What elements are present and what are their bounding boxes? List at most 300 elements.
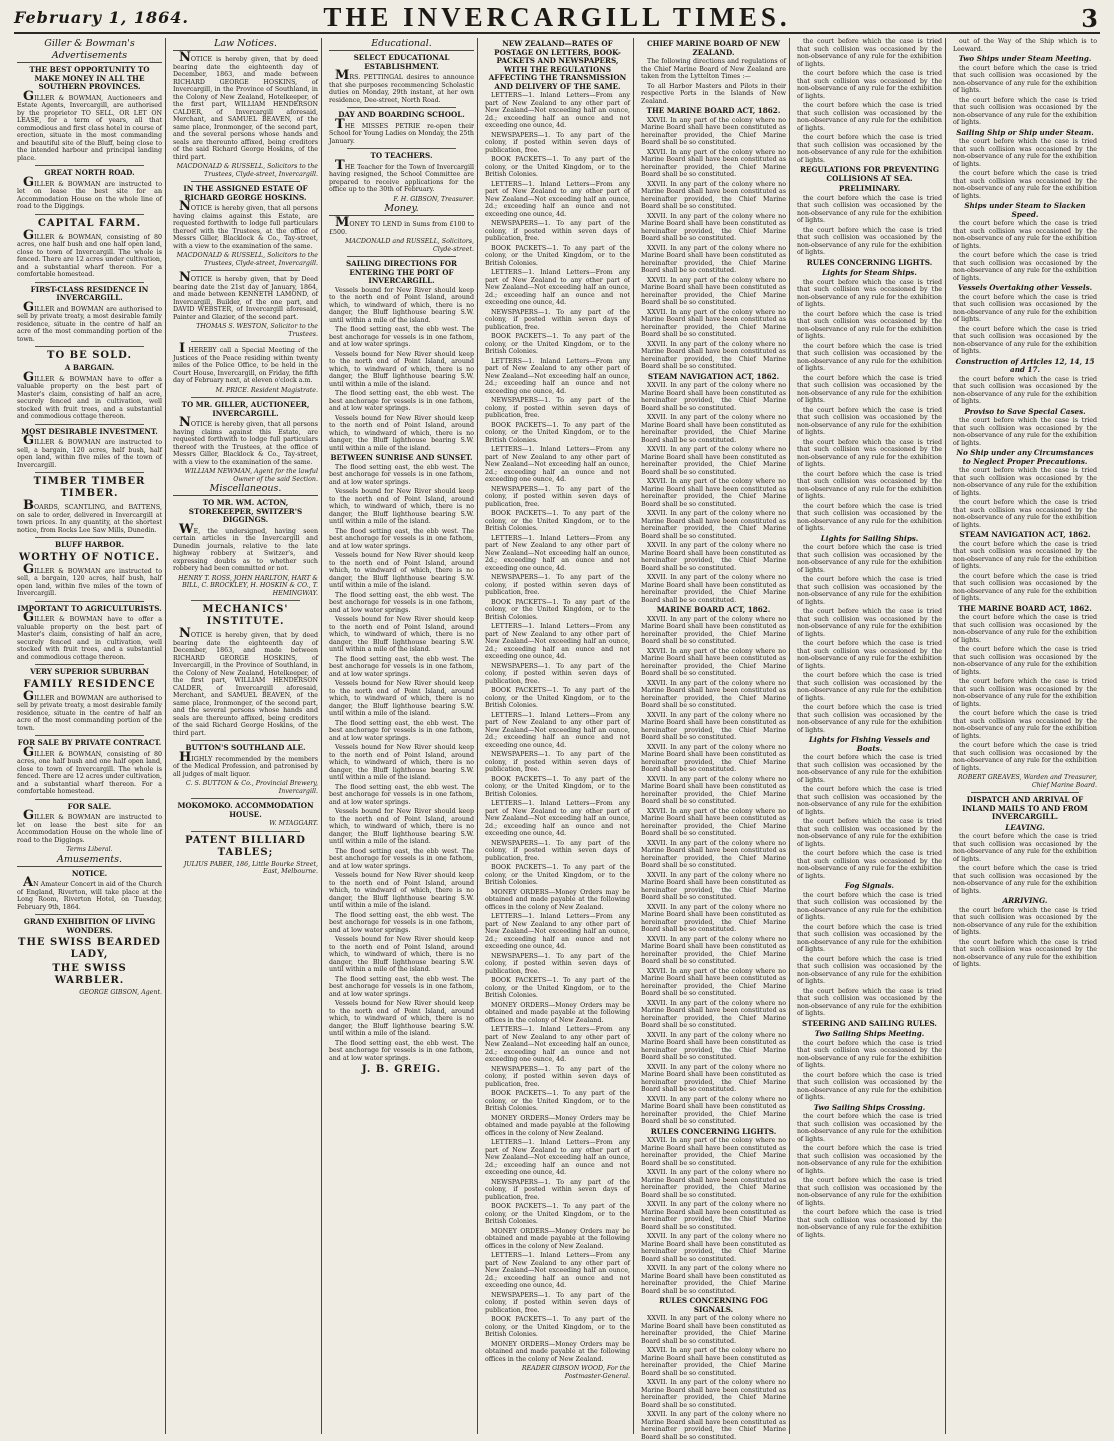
notice-text: MONEY ORDERS—Money Orders may be obtained and made payable at the following offices in the colony of New Zealand. bbox=[485, 1340, 630, 1363]
ad-heading: GRAND EXHIBITION OF LIVING WONDERS. bbox=[23, 917, 156, 935]
notice-text: Vessels bound for New River should keep to the north end of Point Island, around which, to windward of which, there is no danger, the Bluff lighthouse bearing S.W. until within a mile of the island. bbox=[329, 488, 474, 525]
notice-text: the court before which the case is tried that such collision was occasioned by the non-observance of any rule for the exhibition of lights. bbox=[953, 614, 1097, 644]
notice-text: MONEY ORDERS—Money Orders may be obtained and made payable at the following offices in the colony of New Zealand. bbox=[485, 1114, 630, 1137]
notice-heading: THE MARINE BOARD ACT, 1862. bbox=[646, 106, 781, 115]
divider bbox=[35, 214, 144, 215]
notice-text: MONEY TO LEND in Sums from £100 to £500. bbox=[329, 215, 474, 236]
notice-text: the court before which the case is tried that such collision was occasioned by the non-observance of any rule for the exhibition of lights. bbox=[953, 710, 1097, 740]
ad-heading: TO BE SOLD. bbox=[47, 350, 132, 361]
notice-text: Vessels bound for New River should keep to the north end of Point Island, around which, to windward of which, there is no danger, the Bluff lighthouse bearing S.W. until within a mile of the island. bbox=[329, 286, 474, 324]
ad-heading: FIRST-CLASS RESIDENCE IN INVERCARGILL. bbox=[30, 284, 149, 302]
notice-text: Vessels bound for New River should keep to the north end of Point Island, around which, to windward of which, there is no danger, the Bluff lighthouse bearing S.W. until within a mile of the island. bbox=[329, 680, 474, 717]
signature: JULIUS PABER, 186, Little Bourke Street, East, Melbourne. bbox=[183, 860, 318, 875]
signature: GEORGE GIBSON, Agent. bbox=[79, 989, 162, 996]
notice-text: the court before which the case is tried that such collision was occasioned by the non-observance of any rule for the exhibition of lights. bbox=[797, 891, 942, 921]
notice-text: BOOK PACKETS—1. To any part of the colony, or the United Kingdom, or to the British Colonies. bbox=[485, 421, 630, 444]
notice-text: the court before which the case is tried that such collision was occasioned by the non-observance of any rule for the exhibition of lights. bbox=[797, 502, 942, 532]
divider bbox=[35, 346, 144, 347]
notice-text: MONEY ORDERS—Money Orders may be obtained and made payable at the following offices in the colony of New Zealand. bbox=[485, 888, 630, 911]
notice-text: Vessels bound for New River should keep to the north end of Point Island, around which, to windward of which, there is no danger, the Bluff lighthouse bearing S.W. until within a mile of the island. bbox=[329, 936, 474, 973]
notice-text: the court before which the case is tried that such collision was occasioned by the non-observance of any rule for the exhibition of lights. bbox=[953, 170, 1097, 200]
notice-text: the court before which the case is tried that such collision was occasioned by the non-observance of any rule for the exhibition of lights. bbox=[953, 540, 1097, 570]
notice-text: XXVII. In any part of the colony where no Marine Board shall have been constituted as hereinafter provided, the Chief Marine Board shall be so constituted. bbox=[641, 1411, 786, 1441]
notice-heading: DISPATCH AND ARRIVAL OF INLAND MAILS TO AND FROM INVERCARGILL. bbox=[962, 795, 1088, 821]
columns bbox=[14, 38, 1100, 1441]
notice-text: XXVII. In any part of the colony where no Marine Board shall have been constituted as hereinafter provided, the Chief Marine Board shall be so constituted. bbox=[641, 903, 786, 933]
divider bbox=[35, 424, 144, 425]
notice-text: BOOK PACKETS—1. To any part of the colony, or the United Kingdom, or to the British Colonies. bbox=[485, 156, 630, 178]
notice-heading: NEW ZEALAND—RATES OF POSTAGE ON LETTERS, BOOK-PACKETS AND NEWSPAPERS, WITH THE REGULATIONS AFFECTING THE TRANSMISSION AND DELIVERY OF THE SAME. bbox=[488, 39, 627, 91]
notice-heading: MARINE BOARD ACT, 1862. bbox=[656, 605, 771, 614]
notice-text: the court before which the case is tried that such collision was occasioned by the non-observance of any rule for the exhibition of lights. bbox=[797, 226, 942, 256]
notice-text: The flood setting east, the ebb west. The best anchorage for vessels is in one fathom, and at low water springs. bbox=[329, 1039, 474, 1062]
notice-text: BOOK PACKETS—1. To any part of the colony, or the United Kingdom, or to the British Colonies. bbox=[485, 864, 630, 886]
notice-text: LETTERS—1. Inland Letters—From any part of New Zealand to any other part of New Zealand—Not exceeding half an ounce, 2d.; exceeding half an ounce and not exceeding one ounce, 4d. bbox=[485, 534, 630, 572]
notice-text: the court before which the case is tried that such collision was occasioned by the non-observance of any rule for the exhibition of lights. bbox=[797, 704, 942, 734]
notice-text: The flood setting east, the ebb west. The best anchorage for vessels is in one fathom, and at low water springs. bbox=[329, 847, 474, 870]
notice-text: the court before which the case is tried that such collision was occasioned by the non-observance of any rule for the exhibition of lights. bbox=[797, 1113, 942, 1143]
ad-heading: THE BEST OPPORTUNITY TO MAKE MONEY IN ALL THE SOUTHERN PROVINCES. bbox=[29, 65, 150, 91]
notice-text: The flood setting east, the ebb west. The best anchorage for vessels is in one fathom, and at low water springs. bbox=[329, 591, 474, 614]
divider bbox=[191, 600, 300, 601]
signature: J. B. GREIG. bbox=[361, 1064, 442, 1075]
notice-heading: Lights for Fishing Vessels and Boats. bbox=[808, 735, 930, 753]
column-7 bbox=[950, 38, 1100, 1434]
notice-text: BOOK PACKETS—1. To any part of the colony, or the United Kingdom, or to the British Colonies. bbox=[485, 244, 630, 267]
ad-heading: IMPORTANT TO AGRICULTURISTS. bbox=[17, 603, 162, 613]
notice-text: LETTERS—1. Inland Letters—From any part of New Zealand to any other part of New Zealand—Not exceeding half an ounce, 2d.; exceeding half an ounce and not exceeding one ounce, 4d. bbox=[485, 446, 630, 483]
section-heading: Amusements. bbox=[17, 854, 162, 867]
divider bbox=[347, 256, 456, 257]
divider bbox=[35, 165, 144, 166]
divider bbox=[35, 914, 144, 915]
notice-text: Vessels bound for New River should keep to the north end of Point Island, around which, to windward of which, there is no danger, the Bluff lighthouse bearing S.W. until within a mile of the island. bbox=[329, 808, 474, 845]
notice-text: NEWSPAPERS—1. To any part of the colony, if posted within seven days of publication, free. bbox=[485, 751, 630, 773]
notice-heading: Lights for Sailing Ships. bbox=[820, 533, 919, 543]
signature: M. PRICE. Resident Magistrate. bbox=[215, 386, 318, 394]
notice-text: XXVII. In any part of the colony where no Marine Board shall have been constituted as hereinafter provided, the Chief Marine Board shall be so constituted. bbox=[641, 871, 786, 901]
notice-text: XXVII. In any part of the colony where no Marine Board shall have been constituted as hereinafter provided, the Chief Marine Board shall be so constituted. bbox=[641, 180, 786, 210]
notice-text: BOOK PACKETS—1. To any part of the colony, or the United Kingdom, or to the British Colonies. bbox=[485, 1203, 630, 1225]
notice-text: the court before which the case is tried that such collision was occasioned by the non-observance of any rule for the exhibition of lights. bbox=[797, 786, 942, 816]
ad-heading: VERY SUPERIOR SUBURBAN bbox=[30, 667, 149, 676]
signature: THOMAS S. WESTON, Solicitor to the Trustees. bbox=[196, 323, 318, 338]
issue-date: February 1, 1864. bbox=[14, 8, 189, 27]
divider bbox=[347, 107, 456, 108]
notice-text: the court before which the case is tried that such collision was occasioned by the non-observance of any rule for the exhibition of lights. bbox=[797, 438, 942, 468]
notice-heading: REGULATIONS FOR PREVENTING COLLISIONS AT SEA. bbox=[799, 165, 940, 183]
notice-text: XXVII. In any part of the colony where no Marine Board shall have been constituted as hereinafter provided, the Chief Marine Board shall be so constituted. bbox=[641, 647, 786, 677]
divider bbox=[35, 735, 144, 736]
notice-text: MONEY ORDERS—Money Orders may be obtained and made payable at the following offices in the colony of New Zealand. bbox=[485, 1227, 630, 1250]
notice-text: XXVII. In any part of the colony where no Marine Board shall have been constituted as hereinafter provided, the Chief Marine Board shall be so constituted. bbox=[641, 244, 786, 274]
ad-text: GILLER & BOWMAN are instructed to let on lease the best site for an Accommodation House on the whole line of road to the Diggings. bbox=[17, 808, 162, 844]
notice-text: LETTERS—1. Inland Letters—From any part of New Zealand to any other part of New Zealand—Not exceeding half an ounce, 2d.; exceeding half an ounce and not exceeding one ounce, 4d. bbox=[485, 623, 630, 660]
ad-heading: BLUFF HARBOR. bbox=[55, 540, 124, 549]
notice-heading: SELECT EDUCATIONAL ESTABLISHMENT. bbox=[353, 53, 450, 71]
notice-text: XXVII. In any part of the colony where no Marine Board shall have been constituted as hereinafter provided, the Chief Marine Board shall be so constituted. bbox=[641, 148, 786, 178]
divider bbox=[35, 799, 144, 800]
notice-text: XXVII. In any part of the colony where no Marine Board shall have been constituted as hereinafter provided, the Chief Marine Board shall be so constituted. bbox=[641, 542, 786, 572]
ad-heading: FAMILY RESIDENCE bbox=[23, 678, 156, 690]
signature: MACDONALD & RUSSELL, Solicitors to the Trustees, Clyde-street, Invercargill. bbox=[176, 252, 318, 267]
notice-text: the court before which the case is tried that such collision was occasioned by the non-observance of any rule for the exhibition of lights. bbox=[797, 1209, 942, 1239]
notice-heading: Two Sailing Ships Crossing. bbox=[813, 1102, 926, 1112]
newspaper-title: THE INVERCARGILL TIMES. bbox=[323, 2, 791, 32]
notice-text: BOOK PACKETS—1. To any part of the colony, or the United Kingdom, or to the British Colonies. bbox=[485, 977, 630, 999]
notice-text: NEWSPAPERS—1. To any part of the colony, if posted within seven days of publication, free. bbox=[485, 662, 630, 685]
notice-heading: MECHANICS' INSTITUTE. bbox=[202, 604, 289, 627]
ad-text: GILLER & BOWMAN are instructed to sell, a bargain, 120 acres, half bush, half open land, within five miles of the town of Invercargill. bbox=[17, 561, 162, 597]
notice-text: the court before which the case is tried that such collision was occasioned by the non-observance of any rule for the exhibition of lights. bbox=[953, 833, 1097, 863]
notice-text: the court before which the case is tried that such collision was occasioned by the non-observance of any rule for the exhibition of lights. bbox=[797, 672, 942, 702]
notice-text: the court before which the case is tried that such collision was occasioned by the non-observance of any rule for the exhibition of lights. bbox=[953, 742, 1097, 772]
notice-text: LETTERS—1. Inland Letters—From any part of New Zealand to any other part of New Zealand—Not exceeding half an ounce, 2d.; exceeding half an ounce and not exceeding one ounce, 4d. bbox=[485, 269, 630, 306]
signature: W. MTAGGART. bbox=[269, 820, 318, 827]
notice-heading: Vessels Overtaking other Vessels. bbox=[957, 283, 1093, 292]
notice-text: the court before which the case is tried that such collision was occasioned by the non-observance of any rule for the exhibition of lights. bbox=[797, 102, 942, 132]
notice-text: the court before which the case is tried that such collision was occasioned by the non-observance of any rule for the exhibition of lights. bbox=[797, 640, 942, 670]
notice-heading: RULES CONCERNING LIGHTS. bbox=[806, 257, 933, 267]
notice-text: BOOK PACKETS—1. To any part of the colony, or the United Kingdom, or to the British Colonies. bbox=[485, 1090, 630, 1112]
notice-text: NOTICE is hereby given, that by deed bearing date the eighteenth day of December, 1863, and made between RICHARD GEORGE HOSKINS, of Invercargill, in the Province of Southland, in the Colony of New Zealand, Hotelkeeper, of the first part, WILLIAM HENDERSON CALDER, of Invercargill aforesaid, Merchant, and SAMUEL BEAVEN, of the same place, Ironmonger, of the second part, and the several persons whose hands and seals are thereunto affixed, being creditors of the said Richard George Hoskins, of the third part. bbox=[173, 626, 318, 737]
notice-text: Vessels bound for New River should keep to the north end of Point Island, around which, to windward of which, there is no danger, the Bluff lighthouse bearing S.W. until within a mile of the island. bbox=[329, 1000, 474, 1037]
notice-text: the court before which the case is tried that such collision was occasioned by the non-observance of any rule for the exhibition of lights. bbox=[953, 865, 1097, 895]
notice-text: XXVII. In any part of the colony where no Marine Board shall have been constituted as hereinafter provided, the Chief Marine Board shall be so constituted. bbox=[641, 775, 786, 805]
notice-text: Vessels bound for New River should keep to the north end of Point Island, around which, to windward of which, there is no danger, the Bluff lighthouse bearing S.W. until within a mile of the island. bbox=[329, 552, 474, 589]
ad-text: GILLER & BOWMAN are instructed to let on lease the best site for an Accommodation House on the whole line of road to the Diggings. bbox=[17, 174, 162, 210]
section-heading: Money. bbox=[329, 203, 474, 216]
notice-heading: Two Sailing Ships Meeting. bbox=[814, 1029, 925, 1038]
signature: C. S. BUTTON & Co., Provincial Brewery, Invercargill. bbox=[185, 780, 318, 795]
notice-text: the court before which the case is tried that such collision was occasioned by the non-observance of any rule for the exhibition of lights. bbox=[797, 818, 942, 848]
notice-text: the court before which the case is tried that such collision was occasioned by the non-observance of any rule for the exhibition of lights. bbox=[797, 576, 942, 606]
divider bbox=[191, 270, 300, 271]
notice-text: LETTERS—1. Inland Letters—From any part of New Zealand to any other part of New Zealand—Not exceeding half an ounce, 2d.; exceeding half an ounce and not exceeding one ounce, 4d. bbox=[485, 1139, 630, 1176]
ad-heading: NOTICE. bbox=[71, 868, 108, 878]
notice-heading: Ships under Steam to Slacken Speed. bbox=[964, 201, 1086, 219]
notice-text: the court before which the case is tried that such collision was occasioned by the non-observance of any rule for the exhibition of lights. bbox=[953, 252, 1097, 282]
notice-text: XXVII. In any part of the colony where no Marine Board shall have been constituted as hereinafter provided, the Chief Marine Board shall be so constituted. bbox=[641, 967, 786, 997]
notice-heading: Two Ships under Steam Meeting. bbox=[958, 54, 1092, 63]
notice-text: The following directions and regulations of the Chief Marine Board of New Zealand are taken from the Lyttelton Times :— bbox=[641, 58, 786, 80]
notice-text: XXVII. In any part of the colony where no Marine Board shall have been constituted as hereinafter provided, the Chief Marine Board shall be so constituted. bbox=[641, 743, 786, 773]
notice-text: LETTERS—1. Inland Letters—From any part of New Zealand to any other part of New Zealand—Not exceeding half an ounce, 2d.; exceeding half an ounce and not exceeding one ounce, 4d. bbox=[485, 800, 630, 837]
section-heading: Miscellaneous. bbox=[173, 483, 318, 496]
notice-text: the court before which the case is tried that such collision was occasioned by the non-observance of any rule for the exhibition of lights. bbox=[953, 293, 1097, 323]
notice-text: the court before which the case is tried that such collision was occasioned by the non-observance of any rule for the exhibition of lights. bbox=[797, 134, 942, 164]
notice-text: MONEY ORDERS—Money Orders may be obtained and made payable at the following offices in the colony of New Zealand. bbox=[485, 1001, 630, 1024]
notice-text: To all Harbor Masters and Pilots in their respective Ports in the Islands of New Zealand. bbox=[641, 82, 786, 105]
notice-text: The flood setting east, the ebb west. The best anchorage for vessels is in one fathom, and at low water springs. bbox=[329, 527, 474, 550]
column-1 bbox=[14, 38, 166, 1434]
notice-text: the court before which the case is tried that such collision was occasioned by the non-observance of any rule for the exhibition of lights. bbox=[953, 417, 1097, 447]
notice-text: NEWSPAPERS—1. To any part of the colony, if posted within seven days of publication, free. bbox=[485, 1178, 630, 1201]
notice-text: I HEREBY call a Special Meeting of the Justices of the Peace residing within twenty miles of the Police Office, to be held in the Court House, Invercargill, on Friday, the fifth day of February next, at eleven o'clock a.m. bbox=[173, 341, 318, 384]
ad-heading: GREAT NORTH ROAD. bbox=[44, 168, 135, 177]
column-3 bbox=[326, 38, 478, 1434]
notice-text: XXVII. In any part of the colony where no Marine Board shall have been constituted as hereinafter provided, the Chief Marine Board shall be so constituted. bbox=[641, 839, 786, 869]
notice-text: BOOK PACKETS—1. To any part of the colony, or the United Kingdom, or to the British Colonies. bbox=[485, 598, 630, 621]
notice-text: BOOK PACKETS—1. To any part of the colony, or the United Kingdom, or to the British Colonies. bbox=[485, 1316, 630, 1338]
notice-text: NEWSPAPERS—1. To any part of the colony, if posted within seven days of publication, free. bbox=[485, 485, 630, 508]
notice-heading: PATENT BILLIARD TABLES; bbox=[185, 834, 306, 858]
section-heading: Giller & Bowman's Advertisements bbox=[17, 38, 162, 63]
notice-text: NEWSPAPERS—1. To any part of the colony, if posted within seven days of publication, free. bbox=[485, 1065, 630, 1088]
notice-text: the court before which the case is tried that such collision was occasioned by the non-observance of any rule for the exhibition of lights. bbox=[797, 923, 942, 953]
notice-text: The flood setting east, the ebb west. The best anchorage for vessels is in one fathom, and at low water springs. bbox=[329, 911, 474, 934]
notice-text: XXVII. In any part of the colony where no Marine Board shall have been constituted as hereinafter provided, the Chief Marine Board shall be so constituted. bbox=[641, 1031, 786, 1061]
notice-text: NEWSPAPERS—1. To any part of the colony, if posted within seven days of publication, free. bbox=[485, 574, 630, 596]
column-5 bbox=[638, 38, 790, 1441]
notice-text: Vessels bound for New River should keep to the north end of Point Island, around which, to windward of which, there is no danger, the Bluff lighthouse bearing S.W. until within a mile of the island. bbox=[329, 350, 474, 388]
notice-heading: PRELIMINARY. bbox=[838, 184, 901, 193]
ad-heading: FOR SALE BY PRIVATE CONTRACT. bbox=[17, 738, 162, 747]
notice-heading: TO TEACHERS. bbox=[370, 151, 433, 160]
notice-text: Vessels bound for New River should keep to the north end of Point Island, around which, to windward of which, there is no danger, the Bluff lighthouse bearing S.W. until within a mile of the island. bbox=[329, 414, 474, 452]
ad-text: GILLER and BOWMAN are authorised to sell by private treaty, a most desirable family residence, situate in the centre of half an acre of the most commanding portion of the town. bbox=[17, 688, 162, 732]
notice-text: NEWSPAPERS—1. To any part of the colony, if posted within seven days of publication, free. bbox=[485, 1291, 630, 1314]
notice-text: the court before which the case is tried that such collision was occasioned by the non-observance of any rule for the exhibition of lights. bbox=[797, 850, 942, 880]
notice-heading: THE MARINE BOARD ACT, 1862. bbox=[958, 603, 1092, 613]
notice-text: BOOK PACKETS—1. To any part of the colony, or the United Kingdom, or to the British Colonies. bbox=[485, 333, 630, 355]
notice-text: MRS. PETTINGAL desires to announce that she purposes recommencing Scholastic duties on Monday, 29th instant, at her own residence, Dee-street, North Road. bbox=[329, 68, 474, 104]
ad-heading: THE SWISS BEARDED LADY, bbox=[18, 937, 161, 960]
notice-text: the court before which the case is tried that such collision was occasioned by the non-observance of any rule for the exhibition of lights. bbox=[797, 342, 942, 372]
notice-text: WE, the undersigned, having seen certain articles in the Invercargill and Dunedin journals, relative to the late highway robbery at Switzer's, and expressing doubts as to whether such robbery had been committed or not. bbox=[173, 521, 318, 572]
notice-text: XXVII. In any part of the colony where no Marine Board shall have been constituted as hereinafter provided, the Chief Marine Board shall be so constituted. bbox=[641, 340, 786, 370]
notice-text: XXVII. In any part of the colony where no Marine Board shall have been constituted as hereinafter provided, the Chief Marine Board shall be so constituted. bbox=[641, 1169, 786, 1199]
ad-text: GILLER & BOWMAN are instructed to sell, a bargain, 120 acres, half bush, half open land, within five miles of the town of Invercargill. bbox=[17, 433, 162, 469]
notice-text: NEWSPAPERS—1. To any part of the colony, if posted within seven days of publication, free. bbox=[485, 308, 630, 331]
notice-heading: ARRIVING. bbox=[1002, 896, 1048, 905]
notice-text: XXVII. In any part of the colony where no Marine Board shall have been constituted as hereinafter provided, the Chief Marine Board shall be so constituted. bbox=[641, 308, 786, 338]
notice-heading: STEAM NAVIGATION ACT, 1862. bbox=[959, 530, 1091, 539]
notice-heading: TO MR. GILLER, AUCTIONEER, INVERCARGILL. bbox=[181, 400, 310, 418]
notice-text: XXVII. In any part of the colony where no Marine Board shall have been constituted as hereinafter provided, the Chief Marine Board shall be so constituted. bbox=[641, 1265, 786, 1295]
divider bbox=[35, 282, 144, 283]
notice-heading: BETWEEN SUNRISE AND SUNSET. bbox=[330, 453, 473, 462]
notice-text: XXVII. In any part of the colony where no Marine Board shall have been constituted as hereinafter provided, the Chief Marine Board shall be so constituted. bbox=[641, 999, 786, 1029]
page-number: 3 bbox=[1081, 4, 1098, 33]
notice-text: The flood setting east, the ebb west. The best anchorage for vessels is in one fathom, and at low water springs. bbox=[329, 390, 474, 412]
notice-text: the court before which the case is tried that such collision was occasioned by the non-observance of any rule for the exhibition of lights. bbox=[953, 375, 1097, 405]
notice-text: the court before which the case is tried that such collision was occasioned by the non-observance of any rule for the exhibition of lights. bbox=[953, 499, 1097, 529]
notice-text: XXVII. In any part of the colony where no Marine Board shall have been constituted as hereinafter provided, the Chief Marine Board shall be so constituted. bbox=[641, 1315, 786, 1345]
masthead bbox=[14, 2, 1100, 34]
notice-text: The flood setting east, the ebb west. The best anchorage for vessels is in one fathom, and at low water springs. bbox=[329, 719, 474, 742]
ad-text: AN Amateur Concert in aid of the Church of England, Riverton, will take place at the Long Room, Riverton Hotel, on Tuesday, February 9th, 1864. bbox=[17, 875, 162, 911]
notice-text: the court before which the case is tried that such collision was occasioned by the non-observance of any rule for the exhibition of lights. bbox=[797, 70, 942, 100]
column-4 bbox=[482, 38, 634, 1434]
notice-text: the court before which the case is tried that such collision was occasioned by the non-observance of any rule for the exhibition of lights. bbox=[797, 194, 942, 224]
notice-text: the court before which the case is tried that such collision was occasioned by the non-observance of any rule for the exhibition of lights. bbox=[953, 96, 1097, 126]
notice-text: Vessels bound for New River should keep to the north end of Point Island, around which, to windward of which, there is no danger, the Bluff lighthouse bearing S.W. until within a mile of the island. bbox=[329, 616, 474, 653]
notice-text: XXVII. In any part of the colony where no Marine Board shall have been constituted as hereinafter provided, the Chief Marine Board shall be so constituted. bbox=[641, 1379, 786, 1409]
notice-text: the court before which the case is tried that such collision was occasioned by the non-observance of any rule for the exhibition of lights. bbox=[797, 754, 942, 784]
notice-heading: Fog Signals. bbox=[844, 881, 895, 890]
notice-heading: RULES CONCERNING LIGHTS. bbox=[650, 1126, 777, 1136]
ad-heading: CAPITAL FARM. bbox=[37, 217, 142, 229]
notice-heading: No Ship under any Circumstances to Neglect Proper Precautions. bbox=[956, 448, 1094, 466]
signature: MACDONALD and RUSSELL, Solicitors, Clyde-street. bbox=[345, 238, 474, 253]
notice-text: the court before which the case is tried that such collision was occasioned by the non-observance of any rule for the exhibition of lights. bbox=[797, 278, 942, 308]
notice-text: NEWSPAPERS—1. To any part of the colony, if posted within seven days of publication, free. bbox=[485, 952, 630, 975]
notice-text: XXVII. In any part of the colony where no Marine Board shall have been constituted as hereinafter provided, the Chief Marine Board shall be so constituted. bbox=[641, 679, 786, 709]
notice-text: XXVII. In any part of the colony where no Marine Board shall have been constituted as hereinafter provided, the Chief Marine Board shall be so constituted. bbox=[641, 1137, 786, 1167]
notice-text: BOOK PACKETS—1. To any part of the colony, or the United Kingdom, or to the British Colonies. bbox=[485, 687, 630, 709]
divider bbox=[971, 792, 1079, 793]
notice-text: the court before which the case is tried that such collision was occasioned by the non-observance of any rule for the exhibition of lights. bbox=[797, 406, 942, 436]
notice-text: the court before which the case is tried that such collision was occasioned by the non-observance of any rule for the exhibition of lights. bbox=[797, 955, 942, 985]
notice-text: XXVII. In any part of the colony where no Marine Board shall have been constituted as hereinafter provided, the Chief Marine Board shall be so constituted. bbox=[641, 116, 786, 146]
notice-heading: STEERING AND SAILING RULES. bbox=[802, 1018, 937, 1028]
divider bbox=[191, 831, 300, 832]
notice-text: XXVII. In any part of the colony where no Marine Board shall have been constituted as hereinafter provided, the Chief Marine Board shall be so constituted. bbox=[641, 1347, 786, 1377]
notice-heading: BUTTON'S SOUTHLAND ALE. bbox=[185, 743, 306, 752]
notice-text: THE MISSES PETRIE re-open their School for Young Ladies on Monday, the 25th January. bbox=[329, 116, 474, 145]
notice-text: the court before which the case is tried that such collision was occasioned by the non-observance of any rule for the exhibition of lights. bbox=[953, 646, 1097, 676]
notice-heading: Construction of Articles 12, 14, 15 and 17. bbox=[955, 356, 1095, 374]
notice-text: the court before which the case is tried that such collision was occasioned by the non-observance of any rule for the exhibition of lights. bbox=[953, 572, 1097, 602]
notice-text: NOTICE is hereby given, that all persons having claims against this Estate, are requested forthwith to lodge full particulars thereof with the Trustees, at the office of Messrs Giller, Blacklock & Co., Tay-street, with a view to the examination of the same. bbox=[173, 415, 318, 466]
notice-text: LETTERS—1. Inland Letters—From any part of New Zealand to any other part of New Zealand—Not exceeding half an ounce, 2d.; exceeding half an ounce and not exceeding one ounce, 4d. bbox=[485, 913, 630, 950]
notice-heading: Lights for Steam Ships. bbox=[822, 268, 917, 277]
divider bbox=[35, 472, 144, 473]
notice-text: LETTERS—1. Inland Letters—From any part of New Zealand to any other part of New Zealand—Not exceeding half an ounce, 2d.; exceeding half an ounce and not exceeding one ounce, 4d. bbox=[485, 711, 630, 749]
signature: F. H. GIBSON, Treasurer. bbox=[393, 195, 474, 203]
notice-text: The flood setting east, the ebb west. The best anchorage for vessels is in one fathom, and at low water springs. bbox=[329, 463, 474, 486]
notice-text: the court before which the case is tried that such collision was occasioned by the non-observance of any rule for the exhibition of lights. bbox=[797, 310, 942, 340]
notice-text: the court before which the case is tried that such collision was occasioned by the non-observance of any rule for the exhibition of lights. bbox=[953, 938, 1097, 968]
notice-text: Vessels bound for New River should keep to the north end of Point Island, around which, to windward of which, there is no danger, the Bluff lighthouse bearing S.W. until within a mile of the island. bbox=[329, 872, 474, 909]
notice-heading: TO MR. WM. ACTON, STOREKEEPER, SWITZER'S DIGGINGS. bbox=[188, 498, 303, 524]
ad-text: GILLER & BOWMAN, Auctioneers and Estate Agents, Invercargill, are authorised by the proprietor TO SELL, OR LET ON LEASE, for a term of years, all that commodious and first class hotel in course of erection, situate in the most commanding and beautiful site of the Bluff, being close to the intended harbour and principal landing place. bbox=[17, 88, 162, 162]
notice-text: LETTERS—1. Inland Letters—From any part of New Zealand to any other part of New Zealand—Not exceeding half an ounce, 2d.; exceeding half an ounce and not exceeding one ounce, 4d. bbox=[485, 92, 630, 129]
notice-text: XXVII. In any part of the colony where no Marine Board shall have been constituted as hereinafter provided, the Chief Marine Board shall be so constituted. bbox=[641, 414, 786, 444]
notice-text: NOTICE is hereby given, that by deed bearing date the eighteenth day of December, 1863, and made between RICHARD GEORGE HOSKINS, of Invercargill, in the Province of Southland, in the Colony of New Zealand, Hotelkeeper, of the first part, WILLIAM HENDERSON CALDER, of Invercargill aforesaid, Merchant, and SAMUEL BEAVEN, of the same place, Ironmonger, of the second part, and the several persons whose hands and seals are thereunto affixed, being creditors of the said Richard George Hoskins, of the third part. bbox=[173, 50, 318, 161]
notice-text: XXVII. In any part of the colony where no Marine Board shall have been constituted as hereinafter provided, the Chief Marine Board shall be so constituted. bbox=[641, 807, 786, 837]
notice-text: NOTICE is hereby given, that by Deed bearing date the 21st day of January, 1864, and made between KENNETH LAMOND, of Invercargill, Builder, of the one part, and DAVID WEBSTER, of Invercargill aforesaid, Painter and Glazier, of the second part. bbox=[173, 270, 318, 321]
notice-text: BOOK PACKETS—1. To any part of the colony, or the United Kingdom, or to the British Colonies. bbox=[485, 510, 630, 532]
notice-heading: LEAVING. bbox=[1005, 822, 1045, 832]
notice-text: the court before which the case is tried that such collision was occasioned by the non-observance of any rule for the exhibition of lights. bbox=[797, 1071, 942, 1101]
notice-text: LETTERS—1. Inland Letters—From any part of New Zealand to any other part of New Zealand—Not exceeding half an ounce, 2d.; exceeding half an ounce and not exceeding one ounce, 4d. bbox=[485, 357, 630, 395]
ad-heading: WORTHY OF NOTICE. bbox=[19, 551, 160, 563]
column-6 bbox=[794, 38, 946, 1434]
notice-heading: CHIEF MARINE BOARD OF NEW ZEALAND. bbox=[646, 39, 781, 57]
notice-text: XXVII. In any part of the colony where no Marine Board shall have been constituted as hereinafter provided, the Chief Marine Board shall be so constituted. bbox=[641, 382, 786, 412]
ad-heading: TIMBER TIMBER TIMBER. bbox=[33, 476, 146, 499]
notice-text: XXVII. In any part of the colony where no Marine Board shall have been constituted as hereinafter provided, the Chief Marine Board shall be so constituted. bbox=[641, 1063, 786, 1093]
ad-text: GILLER & BOWMAN, consisting of 80 acres, one half bush and one half open land, close to town of Invercargill. The whole is fenced. There are 12 acres under cultivation, and a substantial wharf thereon. For a comfortable homestead. bbox=[17, 744, 162, 795]
notice-text: XXVII. In any part of the colony where no Marine Board shall have been constituted as hereinafter provided, the Chief Marine Board shall be so constituted. bbox=[641, 510, 786, 540]
notice-text: The flood setting east, the ebb west. The best anchorage for vessels is in one fathom, and at low water springs. bbox=[329, 783, 474, 806]
notice-text: XXVII. In any part of the colony where no Marine Board shall have been constituted as hereinafter provided, the Chief Marine Board shall be so constituted. bbox=[641, 615, 786, 645]
notice-text: the court before which the case is tried that such collision was occasioned by the non-observance of any rule for the exhibition of lights. bbox=[953, 138, 1097, 168]
divider bbox=[191, 798, 300, 799]
notice-text: XXVII. In any part of the colony where no Marine Board shall have been constituted as hereinafter provided, the Chief Marine Board shall be so constituted. bbox=[641, 1233, 786, 1263]
notice-text: the court before which the case is tried that such collision was occasioned by the non-observance of any rule for the exhibition of lights. bbox=[797, 1039, 942, 1069]
notice-text: Vessels bound for New River should keep to the north end of Point Island, around which, to windward of which, there is no danger, the Bluff lighthouse bearing S.W. until within a mile of the island. bbox=[329, 744, 474, 781]
notice-text: XXVII. In any part of the colony where no Marine Board shall have been constituted as hereinafter provided, the Chief Marine Board shall be so constituted. bbox=[641, 276, 786, 306]
ad-heading: MOST DESIRABLE INVESTMENT. bbox=[21, 426, 158, 436]
signature: READER GIBSON WOOD, For the Postmaster-General. bbox=[521, 1365, 630, 1380]
signature: ROBERT GREAVES, Warden and Treasurer, Chief Marine Board. bbox=[957, 774, 1097, 789]
ad-heading: A BARGAIN. bbox=[64, 363, 115, 372]
notice-text: the court before which the case is tried that such collision was occasioned by the non-observance of any rule for the exhibition of lights. bbox=[797, 1177, 942, 1207]
divider bbox=[191, 181, 300, 182]
notice-text: The flood setting east, the ebb west. The best anchorage for vessels is in one fathom, and at low water springs. bbox=[329, 326, 474, 348]
notice-text: XXVII. In any part of the colony where no Marine Board shall have been constituted as hereinafter provided, the Chief Marine Board shall be so constituted. bbox=[641, 446, 786, 476]
section-heading: Educational. bbox=[329, 38, 474, 51]
ad-heading: THE SWISS WARBLER. bbox=[52, 963, 127, 986]
notice-text: the court before which the case is tried that such collision was occasioned by the non-observance of any rule for the exhibition of lights. bbox=[953, 64, 1097, 94]
column-2 bbox=[170, 38, 322, 1434]
notice-heading: DAY AND BOARDING SCHOOL. bbox=[338, 110, 465, 119]
notice-text: out of the Way of the Ship which is to Leeward. bbox=[953, 38, 1097, 53]
section-heading: Law Notices. bbox=[173, 38, 318, 51]
notice-text: XXVII. In any part of the colony where no Marine Board shall have been constituted as hereinafter provided, the Chief Marine Board shall be so constituted. bbox=[641, 1201, 786, 1231]
notice-text: the court before which the case is tried that such collision was occasioned by the non-observance of any rule for the exhibition of lights. bbox=[953, 467, 1097, 497]
notice-text: the court before which the case is tried that such collision was occasioned by the non-observance of any rule for the exhibition of lights. bbox=[797, 374, 942, 404]
notice-text: the court before which the case is tried that such collision was occasioned by the non-observance of any rule for the exhibition of lights. bbox=[797, 987, 942, 1017]
notice-text: The flood setting east, the ebb west. The best anchorage for vessels is in one fathom, and at low water springs. bbox=[329, 655, 474, 678]
divider bbox=[35, 601, 144, 602]
notice-text: NEWSPAPERS—1. To any part of the colony, if posted within seven days of publication, free. bbox=[485, 131, 630, 154]
ad-heading: FOR SALE. bbox=[67, 801, 112, 811]
notice-text: XXVII. In any part of the colony where no Marine Board shall have been constituted as hereinafter provided, the Chief Marine Board shall be so constituted. bbox=[641, 212, 786, 242]
notice-text: XXVII. In any part of the colony where no Marine Board shall have been constituted as hereinafter provided, the Chief Marine Board shall be so constituted. bbox=[641, 935, 786, 965]
notice-text: LETTERS—1. Inland Letters—From any part of New Zealand to any other part of New Zealand—Not exceeding half an ounce, 2d.; exceeding half an ounce and not exceeding one ounce, 4d. bbox=[485, 1252, 630, 1289]
terms-note: Terms Liberal. bbox=[66, 846, 113, 853]
notice-text: the court before which the case is tried that such collision was occasioned by the non-observance of any rule for the exhibition of lights. bbox=[953, 906, 1097, 936]
signature: HENRY T. ROSS, JOHN HARLTON, HART & BILL, C. BROCKLEY, H. HOSKIN & CO., T. HEMINGWAY. bbox=[178, 574, 318, 597]
notice-text: LETTERS—1. Inland Letters—From any part of New Zealand to any other part of New Zealand—Not exceeding half an ounce, 2d.; exceeding half an ounce and not exceeding one ounce, 4d. bbox=[485, 1026, 630, 1063]
notice-text: HIGHLY recommended by the members of the Medical Profession, and patronised by all judges of malt liquor. bbox=[173, 749, 318, 778]
notice-text: the court before which the case is tried that such collision was occasioned by the non-observance of any rule for the exhibition of lights. bbox=[953, 220, 1097, 250]
notice-text: NEWSPAPERS—1. To any part of the colony, if posted within seven days of publication, free. bbox=[485, 220, 630, 242]
notice-text: the court before which the case is tried that such collision was occasioned by the non-observance of any rule for the exhibition of lights. bbox=[797, 470, 942, 500]
divider bbox=[35, 537, 144, 538]
notice-heading: MOKOMOKO. ACCOMMODATION HOUSE. bbox=[177, 801, 314, 819]
notice-heading: Sailing Ship or Ship under Steam. bbox=[956, 127, 1094, 137]
notice-text: XXVII. In any part of the colony where no Marine Board shall have been constituted as hereinafter provided, the Chief Marine Board shall be so constituted. bbox=[641, 711, 786, 741]
notice-text: the court before which the case is tried that such collision was occasioned by the non-observance of any rule for the exhibition of lights. bbox=[797, 1145, 942, 1175]
notice-text: NOTICE is hereby given, that all persons having claims against this Estate, are requested forthwith to lodge full particulars thereof with the Trustees, at the office of Messrs Giller, Blacklock & Co., Tay-street, with a view to the examination of the same. bbox=[173, 199, 318, 250]
notice-heading: Proviso to Save Special Cases. bbox=[964, 406, 1086, 416]
notice-text: XXVII. In any part of the colony where no Marine Board shall have been constituted as hereinafter provided, the Chief Marine Board shall be so constituted. bbox=[641, 1095, 786, 1125]
notice-text: NEWSPAPERS—1. To any part of the colony, if posted within seven days of publication, free. bbox=[485, 839, 630, 862]
notice-heading: STEAM NAVIGATION ACT, 1862. bbox=[647, 371, 780, 381]
ad-text: BOARDS, SCANTLING, and BATTENS, on sale to order, delivered in Invercargill at town prices. In any quantity, at the shortest notice, from Rocks Lee Saw Mills, Dunedin. bbox=[17, 498, 162, 534]
notice-text: The flood setting east, the ebb west. The best anchorage for vessels is in one fathom, and at low water springs. bbox=[329, 975, 474, 998]
notice-text: XXVII. In any part of the colony where no Marine Board shall have been constituted as hereinafter provided, the Chief Marine Board shall be so constituted. bbox=[641, 478, 786, 508]
notice-text: BOOK PACKETS—1. To any part of the colony, or the United Kingdom, or to the British Colonies. bbox=[485, 775, 630, 798]
notice-heading: SAILING DIRECTIONS FOR ENTERING THE PORT OF INVERCARGILL. bbox=[345, 259, 458, 285]
ad-text: GILLER & BOWMAN have to offer a valuable property on the best part of Master's claim, consisting of half an acre, securely fenced and in cultivation, well stocked with fruit trees, and a substantial and commodious cottage thereon. bbox=[17, 369, 162, 420]
notice-text: the court before which the case is tried that such collision was occasioned by the non-observance of any rule for the exhibition of lights. bbox=[797, 38, 942, 68]
notice-heading: RULES CONCERNING FOG SIGNALS. bbox=[659, 1296, 768, 1314]
ad-text: GILLER & BOWMAN have to offer a valuable property on the best part of Master's claim, consisting of half an acre, securely fenced and in cultivation, well stocked with fruit trees, and a substantial and commodious cottage thereon. bbox=[17, 610, 162, 661]
notice-text: the court before which the case is tried that such collision was occasioned by the non-observance of any rule for the exhibition of lights. bbox=[953, 325, 1097, 355]
notice-text: THE Teacher for the Town of Invercargill having resigned, the School Committee are prepared to receive applications for the office up to the 30th of February. bbox=[329, 157, 474, 193]
notice-text: the court before which the case is tried that such collision was occasioned by the non-observance of any rule for the exhibition of lights. bbox=[953, 678, 1097, 708]
ad-text: GILLER & BOWMAN, consisting of 80 acres, one half bush and one half open land, close to town of Invercargill. The whole is fenced. There are 12 acres under cultivation, and a substantial wharf thereon. For a comfortable homestead. bbox=[17, 227, 162, 278]
notice-heading: IN THE ASSIGNED ESTATE OF RICHARD GEORGE HOSKINS. bbox=[183, 184, 308, 202]
notice-text: the court before which the case is tried that such collision was occasioned by the non-observance of any rule for the exhibition of lights. bbox=[797, 544, 942, 574]
divider bbox=[191, 397, 300, 398]
